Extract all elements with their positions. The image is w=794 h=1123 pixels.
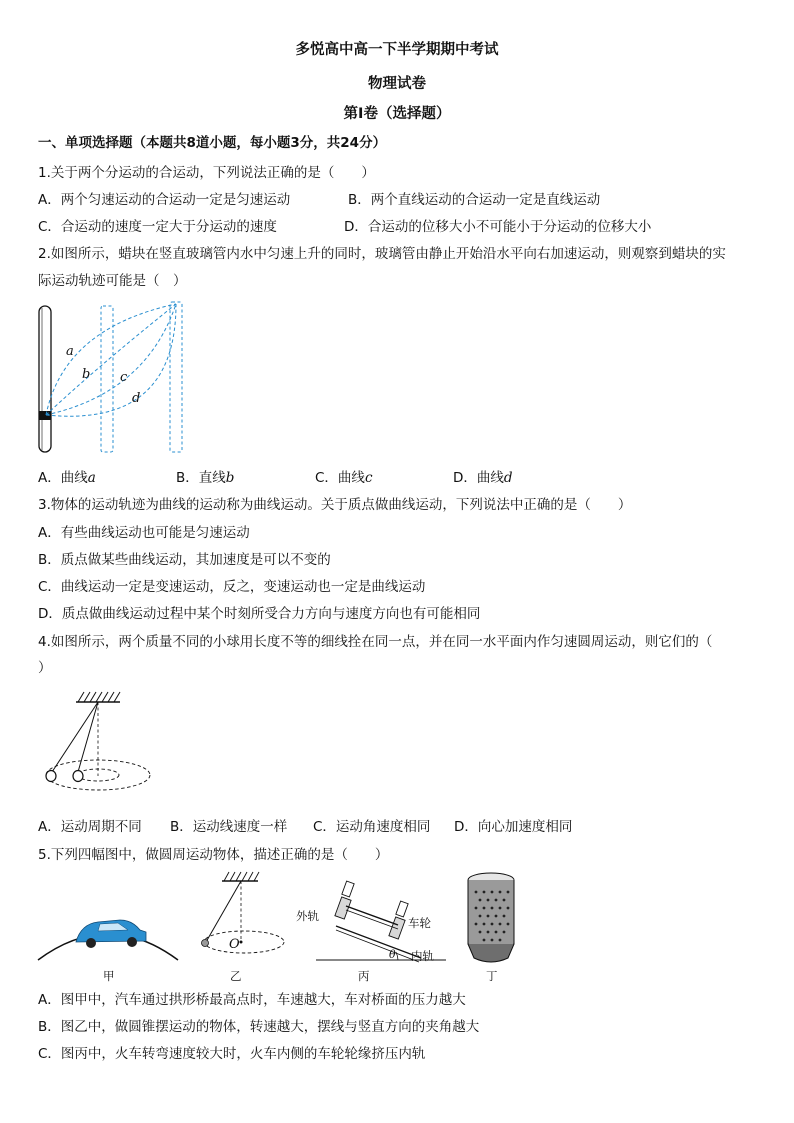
- q1-option-c: C．合运动的速度一定大于分运动的速度: [38, 219, 277, 235]
- trajectories: [46, 304, 176, 416]
- q1-option-b: B．两个直线运动的合运动一定是直线运动: [348, 192, 601, 208]
- label-outer-rail: 外轨: [296, 909, 319, 923]
- volume-title: 第I卷（选择题）: [343, 106, 451, 122]
- section-title: 一、单项选择题（本题共8道小题，每小题3分，共24分）: [38, 135, 387, 151]
- q1-stem: 1.关于两个分运动的合运动，下列说法正确的是（ ）: [38, 165, 375, 181]
- figure-car-bridge: [38, 920, 178, 983]
- q4-option-a: A．运动周期不同: [38, 819, 142, 835]
- q2-option-d: D．曲线d: [453, 470, 513, 486]
- label-a: a: [66, 344, 74, 359]
- glass-tube-right: [170, 302, 182, 452]
- caption-yi: 乙: [230, 969, 242, 983]
- q4-option-b: B．运动线速度一样: [170, 819, 288, 835]
- trajectory-b: [46, 304, 176, 415]
- q2-option-c: C．曲线c: [315, 470, 373, 486]
- q2-figure: [36, 298, 196, 458]
- subject-title: 物理试卷: [368, 76, 426, 92]
- q1-option-a: A．两个匀速运动的合运动一定是匀速运动: [38, 192, 291, 208]
- caption-bing: 丙: [358, 969, 370, 983]
- q3-stem: 3.物体的运动轨迹为曲线的运动称为曲线运动。关于质点做曲线运动，下列说法中正确的是（ ）: [38, 497, 632, 513]
- label-c: c: [120, 370, 128, 385]
- trajectory-d: [46, 304, 176, 416]
- figure-conical-pendulum: [202, 872, 285, 983]
- label-wheel: 车轮: [408, 916, 431, 930]
- q5-option-c: C．图丙中，火车转弯速度较大时，火车内侧的车轮轮缘挤压内轨: [38, 1046, 426, 1062]
- q4-option-d: D．向心加速度相同: [454, 819, 573, 835]
- string-short: [78, 702, 98, 772]
- q5-stem: 5.下列四幅图中，做圆周运动物体，描述正确的是（ ）: [38, 847, 389, 863]
- label-d: d: [132, 391, 141, 406]
- q4-stem-line2: ）: [38, 660, 52, 676]
- label-theta: θ: [389, 948, 396, 961]
- figure-banked-track: [296, 881, 446, 983]
- trajectory-a: [46, 304, 176, 415]
- q3-option-c: C．曲线运动一定是变速运动，反之，变速运动也一定是曲线运动: [38, 579, 426, 595]
- label-o: O: [229, 937, 240, 952]
- q2-stem-line1: 2.如图所示，蜡块在竖直玻璃管内水中匀速上升的同时，玻璃管由静止开始沿水平向右加速运动，则观察到蜡块的实: [38, 246, 726, 262]
- q2-option-a: A．曲线a: [38, 470, 96, 486]
- ball-outer: [46, 771, 56, 782]
- ceiling: [76, 692, 120, 702]
- q5-option-b: B．图乙中，做圆锥摆运动的物体，转速越大，摆线与竖直方向的夹角越大: [38, 1019, 480, 1035]
- glass-tube-middle: [101, 306, 113, 452]
- label-b: b: [82, 367, 91, 382]
- q3-option-a: A．有些曲线运动也可能是匀速运动: [38, 525, 250, 541]
- q5-option-a: A．图甲中，汽车通过拱形桥最高点时，车速越大，车对桥面的压力越大: [38, 992, 466, 1008]
- q5-figures: [36, 870, 536, 985]
- q1-option-d: D．合运动的位移大小不可能小于分运动的位移大小: [344, 219, 652, 235]
- q2-option-b: B．直线b: [176, 470, 235, 486]
- q3-option-b: B．质点做某些曲线运动，其加速度是可以不变的: [38, 552, 331, 568]
- label-inner-rail: 内轨: [411, 949, 434, 963]
- glass-tube-left: [39, 306, 51, 452]
- q4-figure: [38, 690, 158, 800]
- q3-option-d: D．质点做曲线运动过程中某个时刻所受合力方向与速度方向也有可能相同: [38, 606, 481, 622]
- q4-option-c: C．运动角速度相同: [313, 819, 431, 835]
- ball-inner: [73, 771, 83, 782]
- figure-drum: [468, 873, 514, 983]
- exam-title: 多悦高中高一下半学期期中考试: [295, 42, 499, 58]
- caption-jia: 甲: [103, 969, 115, 983]
- trajectory-c: [46, 304, 176, 415]
- caption-ding: 丁: [486, 969, 498, 983]
- q4-stem-line1: 4.如图所示，两个质量不同的小球用长度不等的细线拴在同一点，并在同一水平面内作匀速圆周运动，则它们的（: [38, 634, 713, 650]
- q2-stem-line2: 际运动轨迹可能是（ ）: [38, 273, 187, 289]
